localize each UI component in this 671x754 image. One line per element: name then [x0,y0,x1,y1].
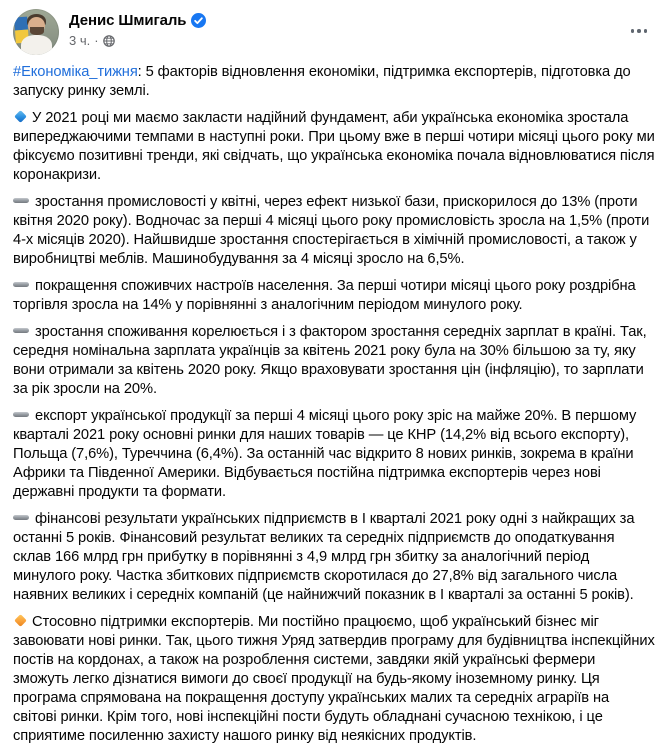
paragraph-text: фінансові результати українських підприємств в І кварталі 2021 року одні з найкращих за останні 5 років. Фінансовий результат великих та середніх підприємств до оподаткування склав 166 млрд грн прибутку в порівнянні з 4,9 млрд грн збитку за аналогічний період минулого року. Частка збиткових підприємств скоротилася до 27,8% від загального числа наявних великих і середніх компаній (це найнижчий показник в І кварталі за останні 5 років). [13,511,635,603]
blue-diamond-icon [14,110,27,123]
post-meta [69,33,206,49]
author-name-link[interactable]: Денис Шмигаль [69,12,187,29]
timestamp-link[interactable]: 3 ч. [69,33,91,48]
header-text [69,9,206,49]
ellipsis-dot [644,29,648,33]
paragraph-text: Стосовно підтримки експортерів. Ми постійно працюємо, щоб український бізнес міг завоювати нові ринки. Так, цього тижня Уряд затвердив програму для будівництва інспекційних постів на кордонах, а також на розроблення системи, завдяки якій українські фермери зможуть легко дізнатися вимоги до своєї продукції на будь-якому іноземному ринку. Ця програма спрямована на покращення доступу українських малих та середніх аграріїв на світові ринки. Крім того, нові інспекційні пости будуть обладнані сучасною технікою, і це сприятиме посиленню захисту нашого ринку від неякісних продуктів. [13,614,655,744]
paragraph-financial-results [13,510,655,605]
paragraph-exporter-support [13,613,655,746]
hashtag-link[interactable]: #Економіка_тижня [13,64,138,80]
paragraph-wages [13,323,655,399]
post-header [0,0,671,59]
post-body [0,59,671,754]
minus-icon [13,515,29,520]
paragraph-text: зростання промисловості у квітні, через ефект низької бази, прискорилося до 13% (проти квітня 2020 року). Водночас за перші 4 місяці цього року промисловість зросла на 1,5% (проти 4-х місяців 2020). Найшвидше зростання спостерігається в хімічній промисловості, а також у виробництві меблів. Машинобудування за 4 місяці зросло на 6,5%. [13,194,650,267]
orange-diamond-icon [14,614,27,627]
avatar[interactable] [13,9,59,55]
paragraph-text: експорт української продукції за перші 4 місяці цього року зріс на майже 20%. В першому кварталі 2021 року основні ринки для наших товарів — це КНР (14,2% від всього експорту), Польща (7,6%), Туреччина (6,4%). За останній час відкрито 8 нових ринків, зокрема в країни Африки та Південної Америки. Відбувається постійна підтримка експортерів через нові державні продукти та формати. [13,408,637,500]
minus-icon [13,412,29,417]
paragraph-exports [13,407,655,502]
paragraph-foundation [13,109,655,185]
minus-icon [13,198,29,203]
post-menu-button[interactable] [623,20,655,42]
post-intro-paragraph [13,63,655,101]
intro-text: : 5 факторів відновлення економіки, підтримка експортерів, підготовка до запуску ринку землі. [13,64,631,99]
minus-icon [13,328,29,333]
minus-icon [13,282,29,287]
ellipsis-dot [631,29,635,33]
ellipsis-dot [637,29,641,33]
paragraph-text: У 2021 році ми маємо закласти надійний фундамент, аби українська економіка зростала випереджаючими темпами в наступні роки. При цьому вже в перші чотири місяці цього року ми фіксуємо позитивні тренди, які свідчать, що українська економіка почала відновлюватися після коронакризи. [13,110,655,183]
avatar-beard [30,27,44,35]
paragraph-industry-growth [13,193,655,269]
paragraph-consumer-sentiment [13,277,655,315]
paragraph-text: зростання споживання корелюється і з фактором зростання середніх зарплат в країні. Так, середня номінальна зарплата українців за квітень 2021 року була на 30% більшою за ту, яку вони отримали за квітень 2020 року. Якщо враховувати зростання цін (інфляцію), то зарплати за рік зросли на 20%. [13,324,647,397]
meta-separator: · [94,33,99,48]
paragraph-text: покращення споживчих настроїв населення. За перші чотири місяці цього року роздрібна торгівля зросла на 14% у порівнянні з аналогічним періодом минулого року. [13,278,636,313]
verified-badge-icon [191,13,206,28]
avatar-shirt [21,35,52,55]
globe-icon [103,35,115,47]
